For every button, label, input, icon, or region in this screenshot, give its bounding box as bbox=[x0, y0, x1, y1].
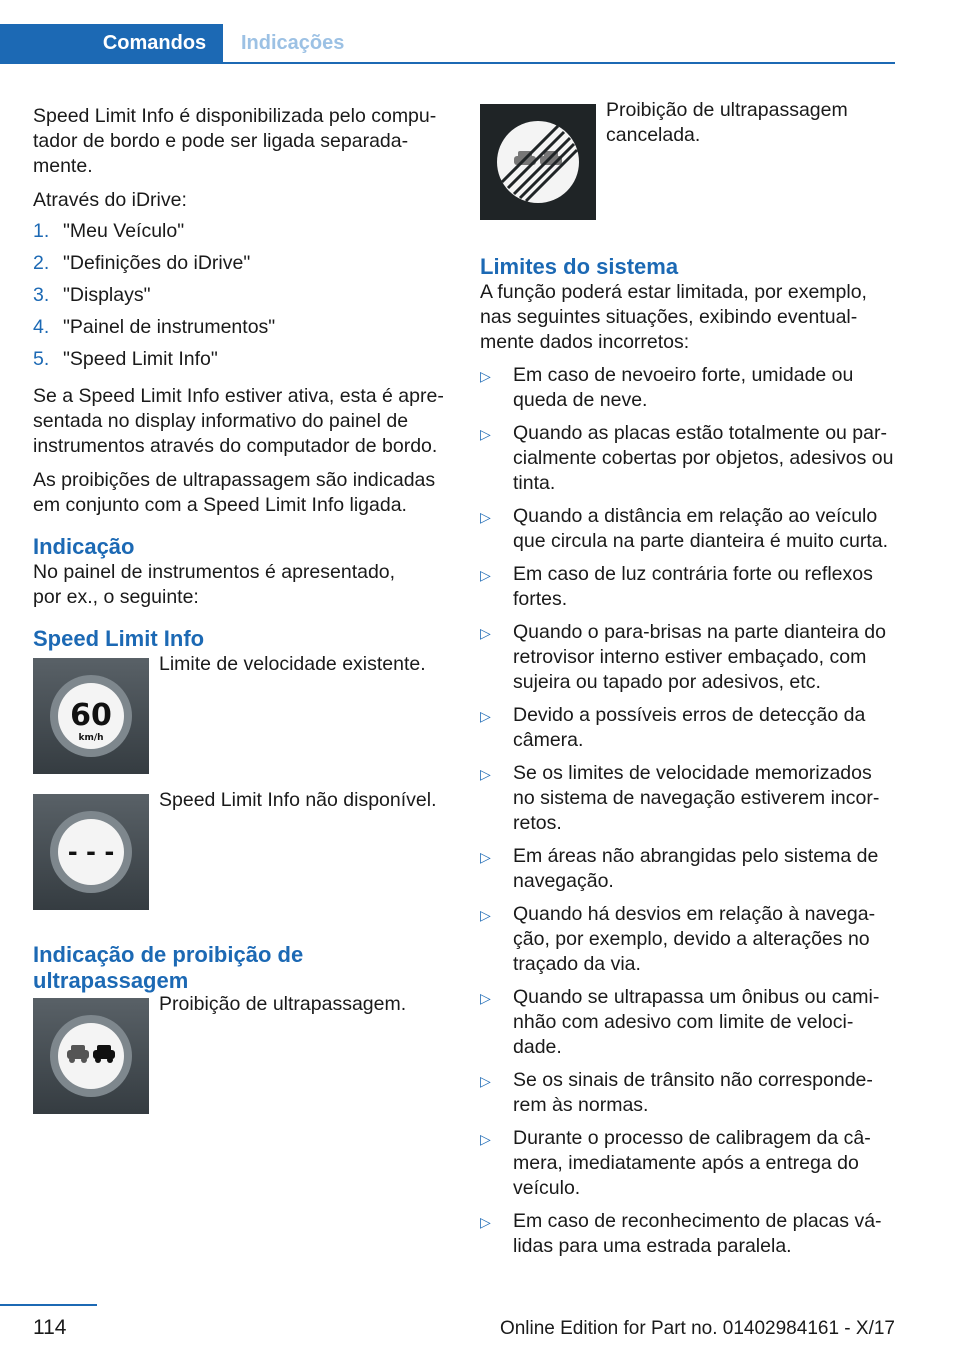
active-paragraph: Se a Speed Limit Info estiver ativa, esta é apresentada no display informativo do painel de instrumentos através do computador de bordo. bbox=[33, 385, 444, 457]
list-item bbox=[480, 562, 895, 612]
list-item bbox=[480, 620, 895, 695]
list-item-text: Quando as placas estão totalmente ou parcialmente cobertas por objetos, adesivos ou tinta. bbox=[513, 422, 894, 494]
bullet-icon: ▷ bbox=[480, 990, 491, 1006]
header-tabs bbox=[0, 24, 895, 64]
step-item bbox=[33, 283, 448, 315]
step-text: "Meu Veículo" bbox=[63, 220, 185, 242]
no-overtaking-icon bbox=[33, 998, 149, 1114]
step-text: "Painel de instrumentos" bbox=[63, 316, 276, 338]
list-item bbox=[480, 985, 895, 1060]
list-item-text: Se os limites de velocidade memorizados no sistema de navegação estiverem incorretos. bbox=[513, 762, 880, 834]
list-item bbox=[480, 363, 895, 413]
tab-comandos[interactable]: Comandos bbox=[0, 24, 223, 62]
list-item-text: Em áreas não abrangidas pelo sistema de navegação. bbox=[513, 845, 879, 892]
step-item bbox=[33, 219, 448, 251]
step-text: "Displays" bbox=[63, 284, 151, 306]
step-number: 2. bbox=[33, 252, 50, 274]
indicacao-heading: Indicação bbox=[33, 534, 135, 559]
idrive-label: Através do iDrive: bbox=[33, 189, 187, 211]
right-column bbox=[480, 99, 895, 1267]
step-item bbox=[33, 251, 448, 283]
footer-rule bbox=[0, 1304, 97, 1306]
steps-list bbox=[33, 219, 448, 375]
dashes: - - - bbox=[67, 838, 115, 866]
list-item bbox=[480, 1126, 895, 1201]
speed-limit-heading: Speed Limit Info bbox=[33, 626, 205, 651]
speed-limit-60-icon bbox=[33, 658, 149, 774]
sign-row-unavailable bbox=[33, 789, 448, 912]
list-item-text: Quando a distância em relação ao veículo que circula na parte dianteira é muito curta. bbox=[513, 505, 889, 552]
list-item bbox=[480, 504, 895, 554]
step-number: 5. bbox=[33, 348, 50, 370]
bullet-icon: ▷ bbox=[480, 426, 491, 442]
step-text: "Speed Limit Info" bbox=[63, 348, 218, 370]
list-item-text: Em caso de reconhecimento de placas válidas para uma estrada paralela. bbox=[513, 1210, 882, 1257]
intro-paragraph: Speed Limit Info é disponibilizada pelo computador de bordo e pode ser ligada separadamente. bbox=[33, 105, 437, 177]
list-item-text: Quando o para-brisas na parte dianteira do retrovisor interno estiver embaçado, com sujeira ou tapado por adesivos, etc. bbox=[513, 621, 886, 693]
list-item bbox=[480, 844, 895, 894]
list-item-text: Devido a possíveis erros de detecção da câmera. bbox=[513, 704, 866, 751]
sign-description: Speed Limit Info não disponível. bbox=[159, 789, 437, 811]
indicacao-paragraph: No painel de instrumentos é apresentado, por ex., o seguinte: bbox=[33, 561, 396, 608]
list-item-text: Em caso de luz contrária forte ou reflexos fortes. bbox=[513, 563, 873, 610]
list-item-text: Quando há desvios em relação à navegação, por exemplo, devido a alterações no traçado da via. bbox=[513, 903, 876, 975]
list-item-text: Quando se ultrapassa um ônibus ou caminhão com adesivo com limite de velocidade. bbox=[513, 986, 880, 1058]
tab-indicacoes[interactable]: Indicações bbox=[241, 31, 345, 54]
list-item bbox=[480, 703, 895, 753]
bullet-icon: ▷ bbox=[480, 368, 491, 384]
bullet-icon: ▷ bbox=[480, 567, 491, 583]
list-item bbox=[480, 1068, 895, 1118]
bullet-icon: ▷ bbox=[480, 849, 491, 865]
bullet-icon: ▷ bbox=[480, 625, 491, 641]
list-item bbox=[480, 421, 895, 496]
sign-row-limit bbox=[33, 653, 448, 776]
list-item bbox=[480, 902, 895, 977]
bullet-icon: ▷ bbox=[480, 1073, 491, 1089]
bullet-icon: ▷ bbox=[480, 1131, 491, 1147]
limits-heading: Limites do sistema bbox=[480, 254, 679, 279]
list-item bbox=[480, 761, 895, 836]
left-column bbox=[33, 104, 448, 1116]
step-number: 3. bbox=[33, 284, 50, 306]
step-number: 1. bbox=[33, 220, 50, 242]
limits-intro: A função poderá estar limitada, por exemplo, nas seguintes situações, exibindo eventualmente dados incorretos: bbox=[480, 281, 867, 353]
bullet-icon: ▷ bbox=[480, 708, 491, 724]
edition-text: Online Edition for Part no. 01402984161 - X/17 bbox=[499, 1318, 895, 1339]
list-item-text: Durante o processo de calibragem da câmera, imediatamente após a entrega do veículo. bbox=[513, 1127, 871, 1199]
noovertake-heading: Indicação de proibição de ultrapassagem bbox=[33, 942, 304, 993]
list-item bbox=[480, 1209, 895, 1259]
limits-list bbox=[480, 363, 895, 1259]
step-item bbox=[33, 315, 448, 347]
speed-number: 60 bbox=[70, 698, 112, 733]
bullet-icon: ▷ bbox=[480, 907, 491, 923]
bullet-icon: ▷ bbox=[480, 766, 491, 782]
page-number: 114 bbox=[33, 1316, 67, 1339]
bullet-icon: ▷ bbox=[480, 1214, 491, 1230]
sign-description: Proibição de ultrapassagem. bbox=[159, 993, 407, 1015]
overtaking-paragraph: As proibições de ultrapassagem são indicadas em conjunto com a Speed Limit Info ligada. bbox=[33, 469, 436, 516]
list-item-text: Em caso de nevoeiro forte, umidade ou queda de neve. bbox=[513, 364, 854, 411]
bullet-icon: ▷ bbox=[480, 509, 491, 525]
sign-description: Proibição de ultrapassagem cancelada. bbox=[606, 99, 848, 146]
sign-description: Limite de velocidade existente. bbox=[159, 653, 426, 675]
speed-unit: km/h bbox=[78, 733, 104, 743]
no-overtaking-cancelled-icon bbox=[480, 104, 596, 220]
sign-row-noovertake bbox=[33, 993, 448, 1116]
step-number: 4. bbox=[33, 316, 50, 338]
list-item-text: Se os sinais de trânsito não corresponderem às normas. bbox=[513, 1069, 873, 1116]
step-item bbox=[33, 347, 448, 375]
sign-row-cancelled bbox=[480, 99, 895, 232]
step-text: "Definições do iDrive" bbox=[63, 252, 251, 274]
speed-limit-unavailable-icon bbox=[33, 794, 149, 910]
